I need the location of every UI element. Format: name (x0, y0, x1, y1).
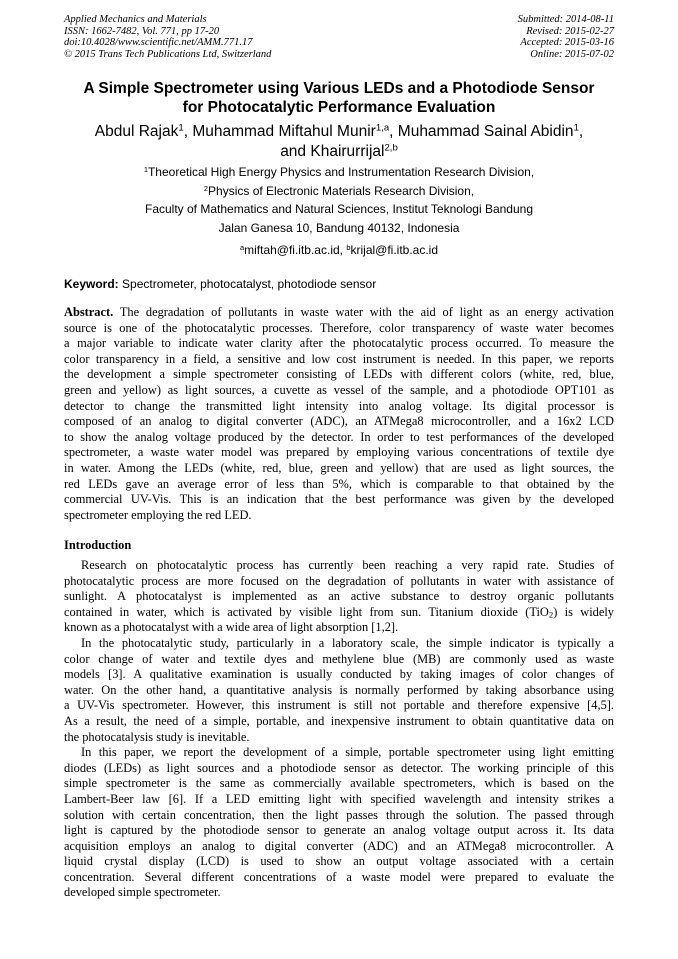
author-affiliation-mark: 1 (178, 122, 184, 134)
keyword-label: Keyword: (64, 277, 119, 291)
intro-line: In this paper, we report the development of a simple, portable spectrometer using light emitting (81, 745, 614, 760)
author-affiliation-mark: 1 (573, 122, 579, 134)
intro-line: liquid crystal display (LCD) is used to show an output voltage associated with a certain (64, 854, 614, 869)
author-name: Khairurrijal (310, 143, 385, 160)
intro-line: contained in water, which is activated by visible light from sun. Titanium dioxide (TiO$_2$) is widely (64, 604, 615, 620)
intro-line: known as a photocatalyst with a wide area of light absorption [1,2]. (64, 620, 399, 635)
submitted-date: Submitted: 2014-08-11 (517, 14, 614, 25)
intro-line: developed simple spectrometer. (64, 885, 221, 900)
intro-line: a UV-Vis spectrometer. However, this instrument is still not portable and therefore expensive [4,5]. (64, 698, 614, 713)
affiliations (40, 163, 638, 260)
author-name: Muhammad Sainal Abidin (397, 123, 574, 140)
abstract-line: detector to change the transmitted light intensity into analog voltage. Its digital processor is (64, 398, 614, 413)
intro-line: water. On the other hand, a quantitative analysis is normally performed by taking absorbance using (64, 682, 614, 697)
abstract-line: green and yellow) as light sources, a cuvette as vessel of the sample, and a photodiode OPT101 as (64, 382, 614, 397)
introduction-heading: Introduction (64, 538, 132, 552)
intro-line: As a result, the need of a simple, portable, and inexpensive instrument to obtain quantitative data on (64, 713, 614, 728)
intro-line: photocatalytic process are more focused on the degradation of pollutants in water with assistance of (64, 573, 614, 588)
abstract-line: to show the analog voltage produced by the detector. In order to test performances of the developed (64, 429, 614, 444)
author-affiliation-mark: 2,b (384, 142, 398, 154)
author-list (40, 122, 638, 162)
abstract (64, 305, 614, 523)
keywords (64, 277, 614, 291)
accepted-date: Accepted: 2015-03-16 (520, 37, 614, 49)
email-link: krijal@fi.itb.ac.id (350, 243, 439, 257)
intro-line: color change of water and textile dyes and methylene blue (MB) are commonly used as waste (64, 651, 614, 666)
abstract-label: Abstract. (64, 305, 114, 319)
intro-line: the photocatalysis study is inevitable. (64, 729, 250, 744)
keyword-text: Spectrometer, photocatalyst, photodiode sensor (122, 277, 377, 291)
issn-line: ISSN: 1662-7482, Vol. 771, pp 17-20 (64, 25, 220, 37)
paper-title (40, 79, 638, 117)
affiliation-1: $^1$Theoretical High Energy Physics and Instrumentation Research Division, (143, 164, 535, 179)
intro-line: models [3]. A qualitative examination is usually conducted by taking images of color changes of (64, 667, 614, 682)
title-line-1: A Simple Spectrometer using Various LEDs and a Photodiode Sensor (83, 80, 595, 97)
author-name: Abdul Rajak (94, 123, 179, 140)
intro-line: concentration. Several different concentrations of a waste model were prepared to evaluate the (64, 869, 614, 884)
author-emails: $^a$miftah@fi.itb.ac.id, $^b$krijal@fi.itb.ac.id (239, 242, 439, 257)
intro-line: acquisition employs an analog to digital converter (ADC) and an ATMega8 microcontroller. A (64, 838, 614, 853)
online-date: Online: 2015-07-02 (530, 48, 614, 60)
revised-date: Revised: 2015-02-27 (526, 25, 614, 37)
copyright-line: © 2015 Trans Tech Publications Ltd, Switzerland (64, 48, 272, 60)
intro-line: sunlight. A photocatalyst is implemented as an active substance to destroy organic pollutants (64, 589, 614, 604)
intro-line: Research on photocatalytic process has currently been reaching a very rapid rate. Studies of (81, 558, 614, 572)
abstract-line: red LEDs gave an average error of less than 5%, which is comparable to that obtained by the (64, 476, 614, 491)
email-link: miftah@fi.itb.ac.id, (244, 243, 343, 257)
abstract-line: spectrometer employing the red LED. (64, 507, 252, 522)
abstract-line: source is one of the photocatalytic processes. Therefore, color transparency of waste water becomes (64, 320, 614, 335)
abstract-line: commercial UV-Vis. This is an indication that the best performance was given by the developed (64, 492, 614, 507)
abstract-line: spectrometer, a waste water model was prepared by employing various concentrations of textile dye (64, 445, 614, 460)
intro-line: simple spectrometer is the same as commercially available spectrometers, which is based on the (64, 776, 614, 791)
intro-line: solution with certain concentration, then the light passes through the solution. The passed through (64, 807, 614, 822)
affiliation-faculty: Faculty of Mathematics and Natural Sciences, Institut Teknologi Bandung (145, 202, 533, 216)
intro-line: In the photocatalytic study, particularly in a laboratory scale, the simple indicator is typically a (81, 635, 614, 650)
author-line-1: Abdul Rajak$^1$, Muhammad Miftahul Munir$^{1,a}$, Muhammad Sainal Abidin$^1$, (94, 122, 584, 140)
intro-line: light is captured by the photodiode sensor to generate an analog voltage output across it. Its data (64, 823, 614, 838)
abstract-line: a major variable to indicate water clarity after the photocatalytic process occurred. To measure the (64, 336, 614, 351)
journal-name: Applied Mechanics and Materials (64, 14, 207, 25)
author-name: Muhammad Miftahul Munir (192, 123, 376, 140)
journal-header-left (64, 14, 271, 60)
abstract-line: composed of an analog to digital converter (ADC), an ATMega8 microcontroller, and a 16x2 LCD (64, 414, 614, 429)
journal-header-right (518, 14, 614, 60)
abstract-line: in water. Among the LEDs (white, red, blue, green and yellow) that are used as light sources, the (64, 460, 614, 475)
author-affiliation-mark: 1,a (375, 122, 390, 134)
abstract-line: Abstract. The degradation of pollutants in waste water with the aid of light as an energy activation (64, 305, 614, 319)
title-line-2: for Photocatalytic Performance Evaluation (182, 99, 496, 116)
abstract-line: color transparency in a field, a sensitive and low cost instrument is needed. In this paper, we reports (64, 351, 614, 366)
intro-line: Lambert-Beer law [6]. If a LED emitting light with specified wavelength and intensity strikes a (64, 791, 614, 806)
abstract-line: the development a simple spectrometer consisting of LEDs with different colors (white, red, blue, (64, 367, 614, 382)
intro-line: diodes (LEDs) as light sources and a photodiode sensor as detector. The working principle of this (64, 760, 614, 775)
affiliation-address: Jalan Ganesa 10, Bandung 40132, Indonesia (218, 220, 460, 235)
author-line-2: and Khairurrijal$^{2,b}$ (280, 142, 398, 160)
introduction-body (64, 558, 614, 901)
affiliation-2: $^2$Physics of Electronic Materials Research Division, (203, 183, 475, 198)
doi-line: doi:10.4028/www.scientific.net/AMM.771.17 (64, 37, 253, 49)
